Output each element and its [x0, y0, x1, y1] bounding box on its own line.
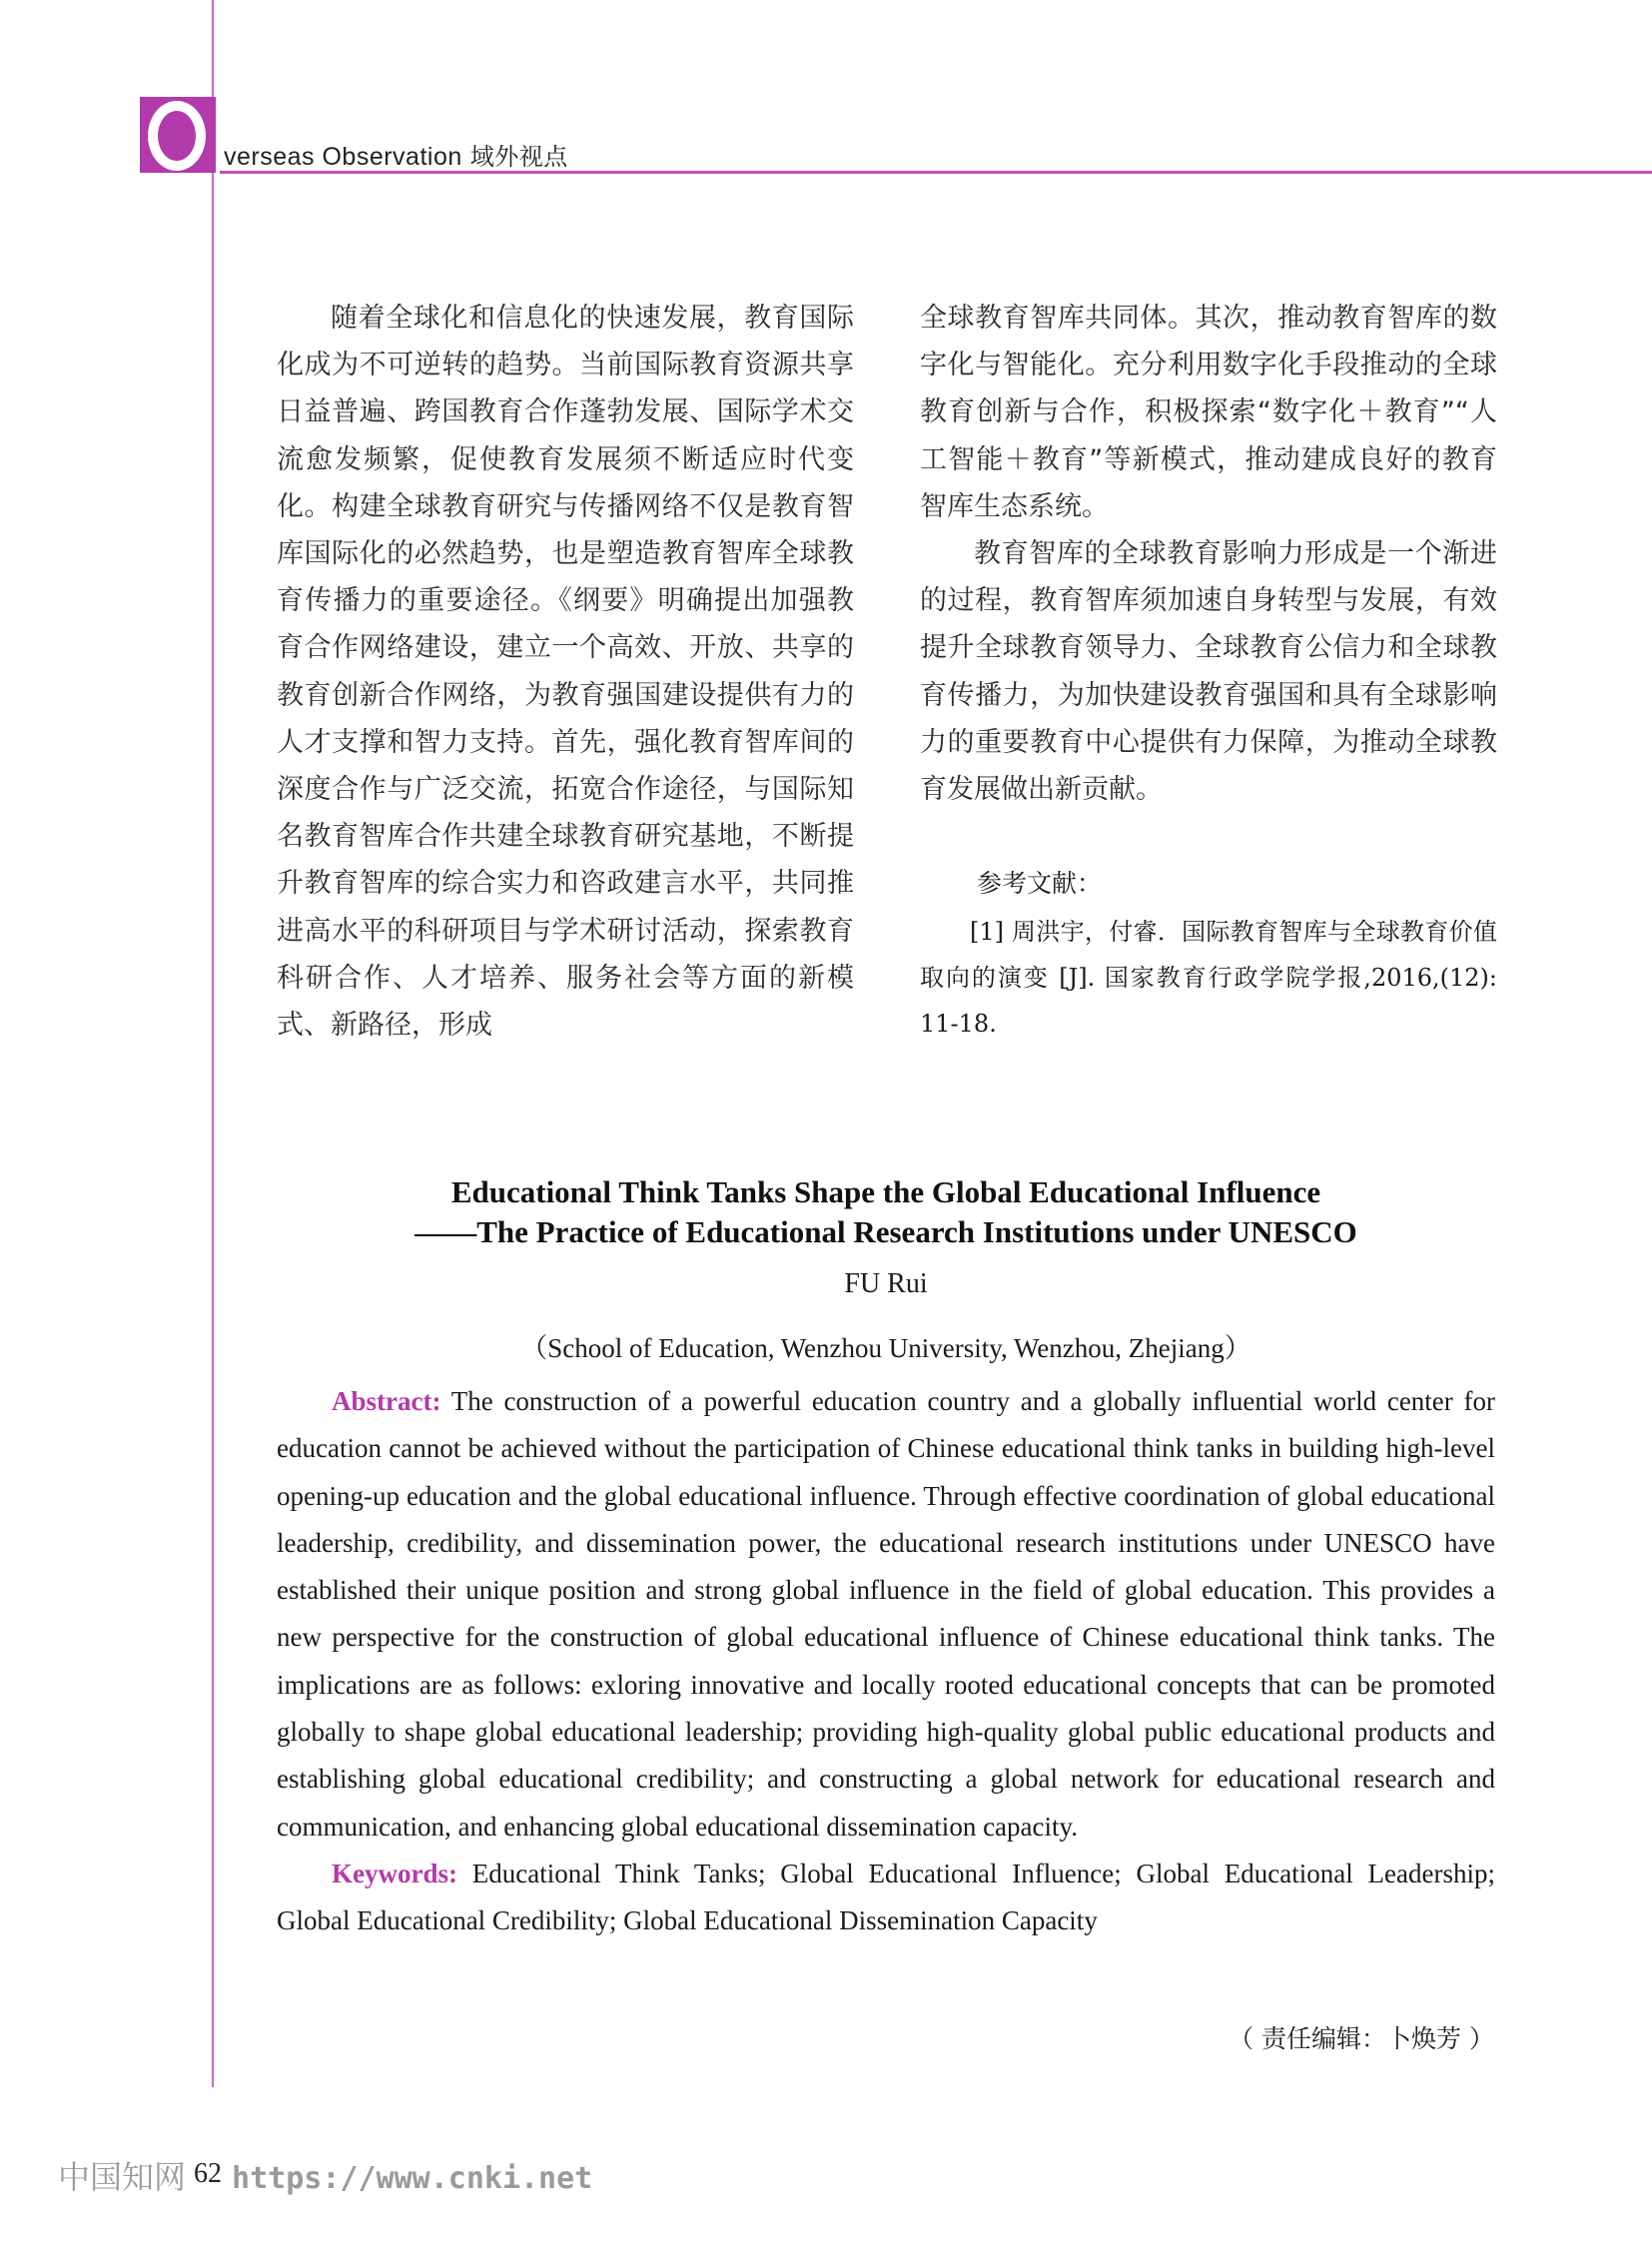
reference-item: [1] 周洪宇，付睿．国际教育智库与全球教育价值取向的演变 [J]. 国家教育行政学院学报,2016,(12): 11-18.: [920, 918, 1497, 1038]
section-title-cn: 域外视点: [469, 143, 568, 171]
references: [920, 859, 1497, 1047]
references-heading: 参考文献：: [977, 869, 1103, 898]
header-rule: [220, 171, 1652, 174]
abstract-label: Abstract:: [332, 1386, 441, 1416]
keywords-text: Educational Think Tanks; Global Educational Influence; Global Educational Leadership; Global Educational Credibility; Global Educational Dissemination Capacity: [277, 1858, 1496, 1936]
editor-note: （ 责任编辑：卜焕芳 ）: [1229, 2024, 1494, 2053]
page-footer: [58, 2152, 592, 2198]
section-title: [224, 137, 568, 172]
keywords-label: Keywords:: [332, 1858, 457, 1888]
paragraph: 教育智库的全球教育影响力形成是一个渐进的过程，教育智库须加速自身转型与发展，有效提升全球教育领导力、全球教育公信力和全球教育传播力，为加快建设教育强国和具有全球影响力的重要教育中心提供有力保障，为推动全球教育发展做出新贡献。: [920, 538, 1497, 806]
keywords-paragraph: [277, 1851, 1495, 1945]
footer-url[interactable]: https://www.cnki.net: [232, 2161, 593, 2196]
margin-vertical-rule: [212, 0, 214, 2087]
section-header: [140, 95, 1652, 175]
section-badge: [140, 97, 216, 173]
left-column: [277, 295, 854, 1049]
abstract-paragraph: [277, 1378, 1495, 1851]
author-name: FU Rui: [844, 1268, 928, 1299]
badge-letter-ring: [148, 101, 206, 171]
author-affiliation: （School of Education, Wenzhou University, Wenzhou, Zhejiang）: [520, 1333, 1251, 1363]
abstract-text: The construction of a powerful education country and a globally influential world center for education cannot be achieved without the participation of Chinese educational think tanks in building high-level opening-up education and the global educational influence. Through effective coordination of global educational leadership, credibility, and dissemination power, the educational research institutions under UNESCO have established their unique position and strong global influence in the field of global education. This provides a new perspective for the construction of global educational influence of Chinese educational think tanks. The implications are as follows: exloring innovative and locally rooted educational concepts that can be promoted globally to shape global educational leadership; providing high-quality global public educational products and establishing global educational credibility; and constructing a global network for educational research and communication, and enhancing global educational dissemination capacity.: [277, 1386, 1495, 1842]
english-subtitle: ——The Practice of Educational Research Institutions under UNESCO: [414, 1214, 1357, 1249]
english-title: Educational Think Tanks Shape the Global Educational Influence: [450, 1174, 1321, 1209]
section-title-en: verseas Observation: [224, 143, 462, 171]
paragraph: 随着全球化和信息化的快速发展，教育国际化成为不可逆转的趋势。当前国际教育资源共享日益普遍、跨国教育合作蓬勃发展、国际学术交流愈发频繁，促使教育发展须不断适应时代变化。构建全球教育研究与传播网络不仅是教育智库国际化的必然趋势，也是塑造教育智库全球教育传播力的重要途径。《纲要》明确提出加强教育合作网络建设，建立一个高效、开放、共享的教育创新合作网络，为教育强国建设提供有力的人才支撑和智力支持。首先，强化教育智库间的深度合作与广泛交流，拓宽合作途径，与国际知名教育智库合作共建全球教育研究基地，不断提升教育智库的综合实力和咨政建言水平，共同推进高水平的科研项目与学术研讨活动，探索教育科研合作、人才培养、服务社会等方面的新模式、新路径，形成: [277, 303, 854, 1042]
english-abstract: [277, 1378, 1495, 1945]
page-number: 62: [194, 2158, 223, 2189]
right-column: [920, 295, 1497, 813]
cnki-watermark: 中国知网: [58, 2158, 187, 2196]
paragraph: 全球教育智库共同体。其次，推动教育智库的数字化与智能化。充分利用数字化手段推动的全球教育创新与合作，积极探索“数字化＋教育”“人工智能＋教育”等新模式，推动建成良好的教育智库生态系统。: [920, 303, 1497, 522]
